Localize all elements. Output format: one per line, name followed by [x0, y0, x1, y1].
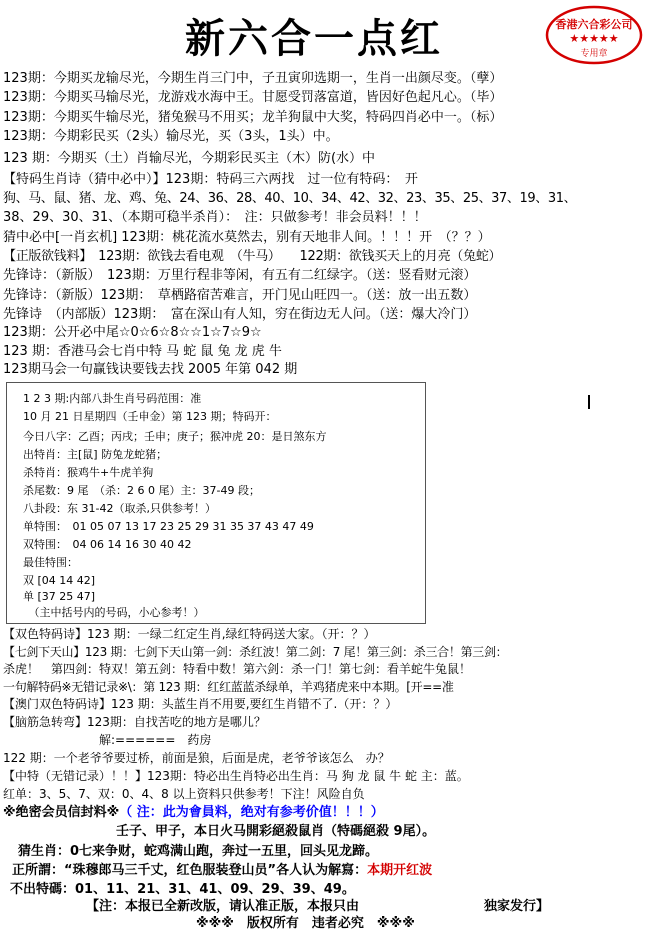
- vip-note: （ 注：此为會員料，绝对有参考价值！！！）: [119, 805, 384, 820]
- line: 123期：今期买马输尽光，龙游戏水海中王。甘愿受罚落富道，皆因好色起凡心。（毕）: [3, 90, 503, 105]
- box-line: 杀特肖：猴鸡牛+牛虎羊狗: [23, 466, 154, 479]
- line: 38、29、30、31、（本期可稳半杀肖）： 注：只做参考！非会员料！！！: [3, 210, 427, 225]
- box-line: 单特围： 01 05 07 13 17 23 25 29 31 35 37 43 47 49: [23, 520, 314, 533]
- company-seal: [544, 4, 644, 66]
- note-left: 【注：本报已全新改版，请认准正版，本报只由: [86, 899, 360, 914]
- excluded-numbers: 不出特碼：01、11、21、31、41、09、29、39、49。: [10, 882, 355, 897]
- line: 先锋诗：（新版）123期： 草栖路宿苦难言，开门见山旺四一。（送：放一出五数）: [3, 288, 477, 303]
- note-right: 独家发行】: [484, 899, 550, 914]
- svg-text:专用章: 专用章: [580, 49, 608, 59]
- box-line: 1 2 3 期:内部八卦生肖号码范围：准: [23, 392, 202, 405]
- answer-line: [12, 862, 432, 880]
- line: 杀虎！ 第四剑：特双！第五剑：特看中数！第六剑：杀一门！第七剑：看羊蛇牛兔鼠！: [3, 662, 472, 676]
- copyright: ※※※ 版权所有 违者必究 ※※※: [196, 916, 415, 931]
- box-line: （主中括号内的号码，小心参考！）: [23, 606, 205, 619]
- box-line: 双特围： 04 06 14 16 30 40 42: [23, 538, 192, 551]
- line: 先锋诗 （内部版）123期： 富在深山有人知，穷在街边无人问。（送：爆大冷门）: [3, 307, 477, 322]
- internal-numbers-box: [6, 382, 426, 624]
- line: 先锋诗：（新版） 123期：万里行程非等闲，有五有二红绿字。（送：竖看财元滚）: [3, 268, 477, 283]
- riddle-line: 猜生肖：0七来争财，蛇鸡满山跑，奔过一五里，回头见龙蹄。: [18, 844, 379, 859]
- line: 123 期：今期买（土）肖输尽光，今期彩民买主（木）防(水）中: [3, 151, 376, 166]
- line: 122 期：一个老爷爷要过桥，前面是狼，后面是虎，老爷爷该怎么 办？: [3, 751, 390, 765]
- line: 【澳门双色特码诗】123 期：头蓝生肖不用要,要红生肖错不了.（开：？）: [3, 697, 398, 711]
- svg-text:★★★★★: ★★★★★: [569, 32, 619, 45]
- line: 【中特（无错记录）！！】123期：特必出生肖特必出生肖：马 狗 龙 鼠 牛 蛇 主：蓝。: [3, 769, 469, 783]
- killing-line: 壬子、甲子，本日火马開彩絕殺鼠肖（特碼絕殺 9尾）。: [116, 824, 436, 839]
- box-line: 杀尾数：9 尾 （杀：2 6 0 尾）主：37-49 段；: [23, 484, 260, 497]
- vip-line: [3, 804, 384, 822]
- line: 红单：3、5、7、双：0、4、8 以上资料只供参考！下注！风险自负: [3, 787, 365, 801]
- vertical-mark: [588, 395, 590, 409]
- svg-text:香港六合彩公司: 香港六合彩公司: [555, 18, 633, 31]
- box-line: 最佳特围：: [23, 556, 78, 569]
- answer-label: 正所謂：“珠穆郎马三千丈，红色服装登山员”各人认为解寫：: [12, 863, 368, 878]
- line: 123期：今期买龙输尽光，今期生肖三门中，子丑寅卯选期一，生肖一出颜尽变。（孽）: [3, 71, 503, 86]
- line: 123期：今期彩民买（2头）输尽光，买（3头，1头）中。: [3, 129, 339, 144]
- line: 123期：公开必中尾☆0☆6☆8☆☆1☆7☆9☆: [3, 325, 262, 340]
- line: 一句解特码※无错记录※\：第 123 期：红红蓝蓝杀绿单，羊鸡猪虎来中本期。[开==准: [3, 680, 454, 694]
- line: 【正版欲钱料】 123期：欲钱去看电观 （牛马） 122期：欲钱买天上的月亮（兔蛇）: [3, 249, 502, 264]
- line: 123 期：香港马会七肖中特 马 蛇 鼠 兔 龙 虎 牛: [3, 344, 282, 359]
- box-line: 八卦段：东 31-42（取杀,只供参考！）: [23, 502, 216, 515]
- line: 解:====== 药房: [3, 733, 212, 747]
- line: 123期马会一句赢钱诀要钱去找 2005 年第 042 期: [3, 362, 298, 377]
- line: 【脑筋急转弯】123期：自找苦吃的地方是哪儿？: [3, 715, 266, 729]
- line: 狗、马、鼠、猪、龙、鸡、兔、24、36、28、40、10、34、42、32、23、35、25、37、19、31、: [3, 191, 577, 206]
- box-line: 单 [37 25 47]: [23, 590, 96, 603]
- line: 猜中必中[一肖玄机] 123期：桃花流水莫然去，别有天地非人间。！！！开 （？？）: [3, 230, 491, 245]
- line: 【特码生肖诗（猜中必中）】123期：特码三六两找 过一位有特码： 开: [3, 172, 418, 187]
- box-line: 出特肖：主[鼠] 防兔龙蛇猪；: [23, 448, 168, 461]
- answer-highlight: 本期开红波: [367, 863, 433, 878]
- box-line: 双 [04 14 42]: [23, 574, 96, 587]
- line: 【双色特码诗】123 期：一绿二红定生肖,绿红特码送大家。（开：？）: [3, 627, 376, 641]
- line: 【七剑下天山】123 期：七剑下天山第一剑：杀红波！第二剑：7 尾！第三剑：杀三合！第三剑：: [3, 645, 508, 659]
- box-line: 10 月 21 日星期四（壬申金）第 123 期；特码开：: [23, 410, 277, 423]
- vip-label: ※绝密会员信封料※: [3, 805, 120, 820]
- page-title: 新六合一点红: [185, 15, 443, 62]
- box-line: 今日八字：乙酉；丙戌；壬申；庚子；猴冲虎 20：是日煞东方: [23, 430, 327, 443]
- line: 123期：今期买牛输尽光，猪兔猴马不用买；龙羊狗鼠中大奖，特码四肖必中一。（标）: [3, 110, 503, 125]
